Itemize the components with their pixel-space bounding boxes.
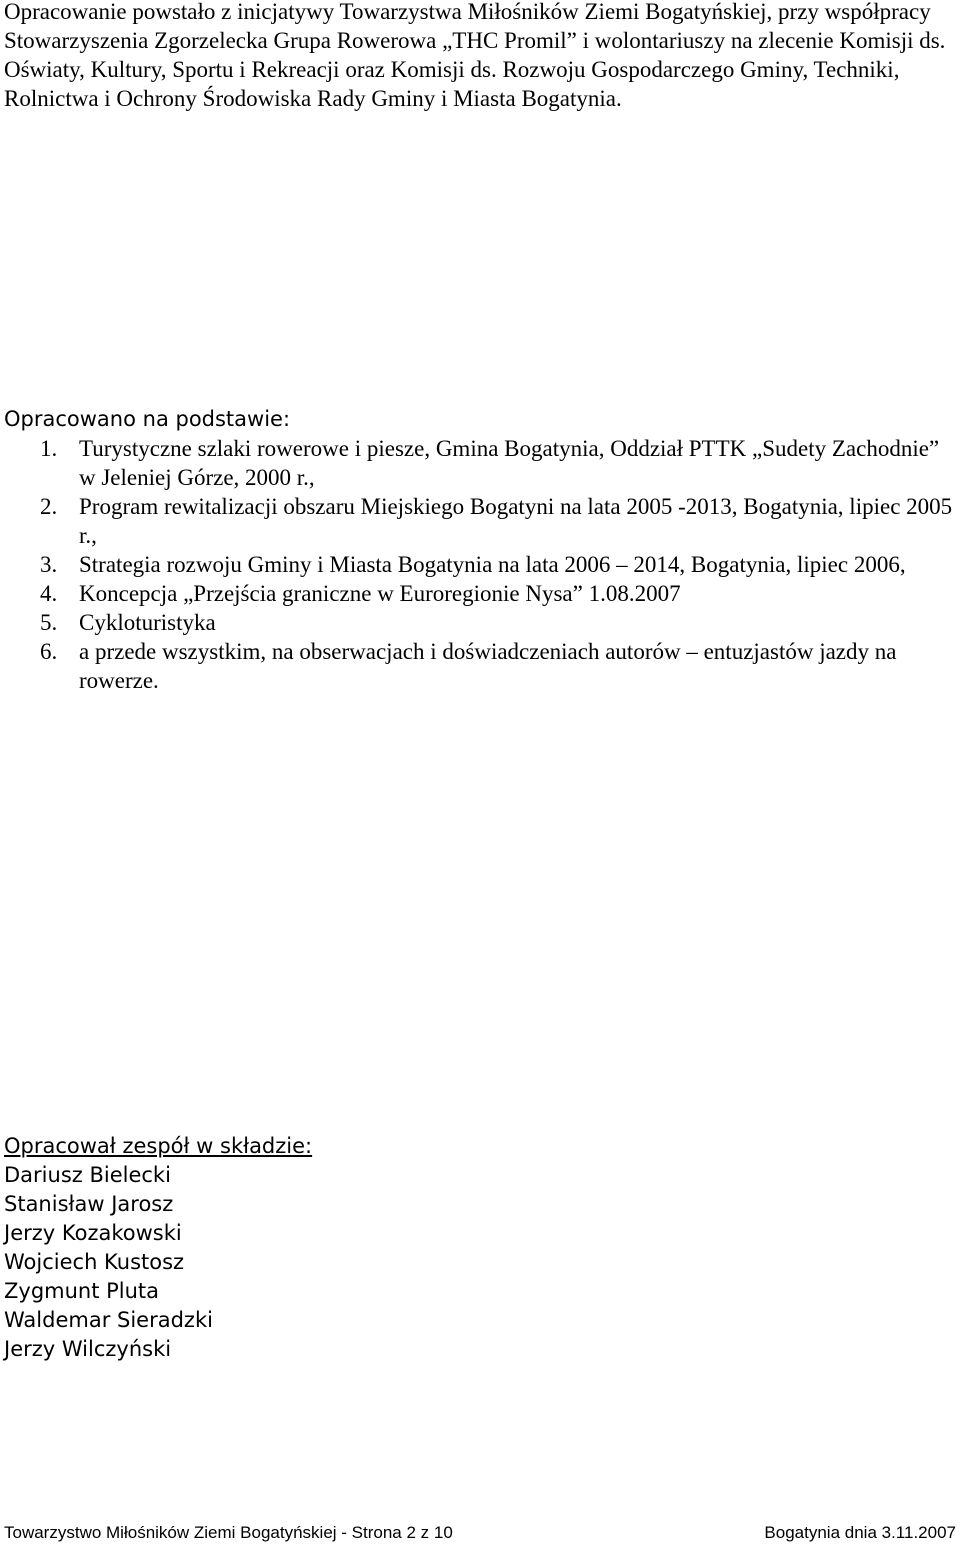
list-item-number: 2. <box>40 494 58 519</box>
list-item-text: Koncepcja „Przejścia graniczne w Euroregionie Nysa” 1.08.2007 <box>79 581 681 606</box>
team-member: Zygmunt Pluta <box>4 1279 160 1303</box>
list-item-text: Strategia rozwoju Gminy i Miasta Bogatynia na lata 2006 – 2014, Bogatynia, lipiec 2006, <box>79 552 906 577</box>
footer-organization-page: Towarzystwo Miłośników Ziemi Bogatyńskiej - Strona 2 z 10 <box>4 1523 453 1542</box>
team-member: Wojciech Kustosz <box>4 1250 185 1274</box>
list-item-number: 6. <box>40 639 58 664</box>
list-item <box>4 550 954 579</box>
list-item-number: 3. <box>40 552 58 577</box>
team-member: Stanisław Jarosz <box>4 1192 174 1216</box>
list-item-number: 1. <box>40 436 58 461</box>
list-item-number: 5. <box>40 610 58 635</box>
sources-heading: Opracowano na podstawie: <box>4 407 291 431</box>
list-item <box>4 608 954 637</box>
list-item-number: 4. <box>40 581 58 606</box>
team-member: Jerzy Kozakowski <box>4 1221 182 1245</box>
team-member: Dariusz Bielecki <box>4 1163 171 1187</box>
team-heading: Opracował zespół w składzie: <box>4 1134 313 1158</box>
team-member: Waldemar Sieradzki <box>4 1308 213 1332</box>
list-item-text: Program rewitalizacji obszaru Miejskiego Bogatyni na lata 2005 -2013, Bogatynia, lipiec 2005 r., <box>79 494 953 548</box>
list-item-text: Cykloturistyka <box>79 610 216 635</box>
footer-date: Bogatynia dnia 3.11.2007 <box>764 1523 956 1542</box>
team-list <box>4 1161 213 1364</box>
list-item <box>4 492 954 550</box>
list-item <box>4 637 954 695</box>
team-member: Jerzy Wilczyński <box>4 1337 172 1361</box>
intro-paragraph: Opracowanie powstało z inicjatywy Towarzystwa Miłośników Ziemi Bogatyńskiej, przy współpracy Stowarzyszenia Zgorzelecka Grupa Rowerowa „THC Promil” i wolontariuszy na zlecenie Komisji ds. Oświaty, Kultury, Sportu i Rekreacji oraz Komisji ds. Rozwoju Gospodarczego Gminy, Techniki, Rolnictwa i Ochrony Środowiska Rady Gminy i Miasta Bogatynia. <box>4 0 946 111</box>
list-item <box>4 579 954 608</box>
list-item <box>4 434 954 492</box>
list-item-text: a przede wszystkim, na obserwacjach i doświadczeniach autorów – entuzjastów jazdy na rowerze. <box>79 639 897 693</box>
list-item-text: Turystyczne szlaki rowerowe i piesze, Gmina Bogatynia, Oddział PTTK „Sudety Zachodnie” w Jeleniej Górze, 2000 r., <box>79 436 940 490</box>
sources-list <box>4 434 954 695</box>
